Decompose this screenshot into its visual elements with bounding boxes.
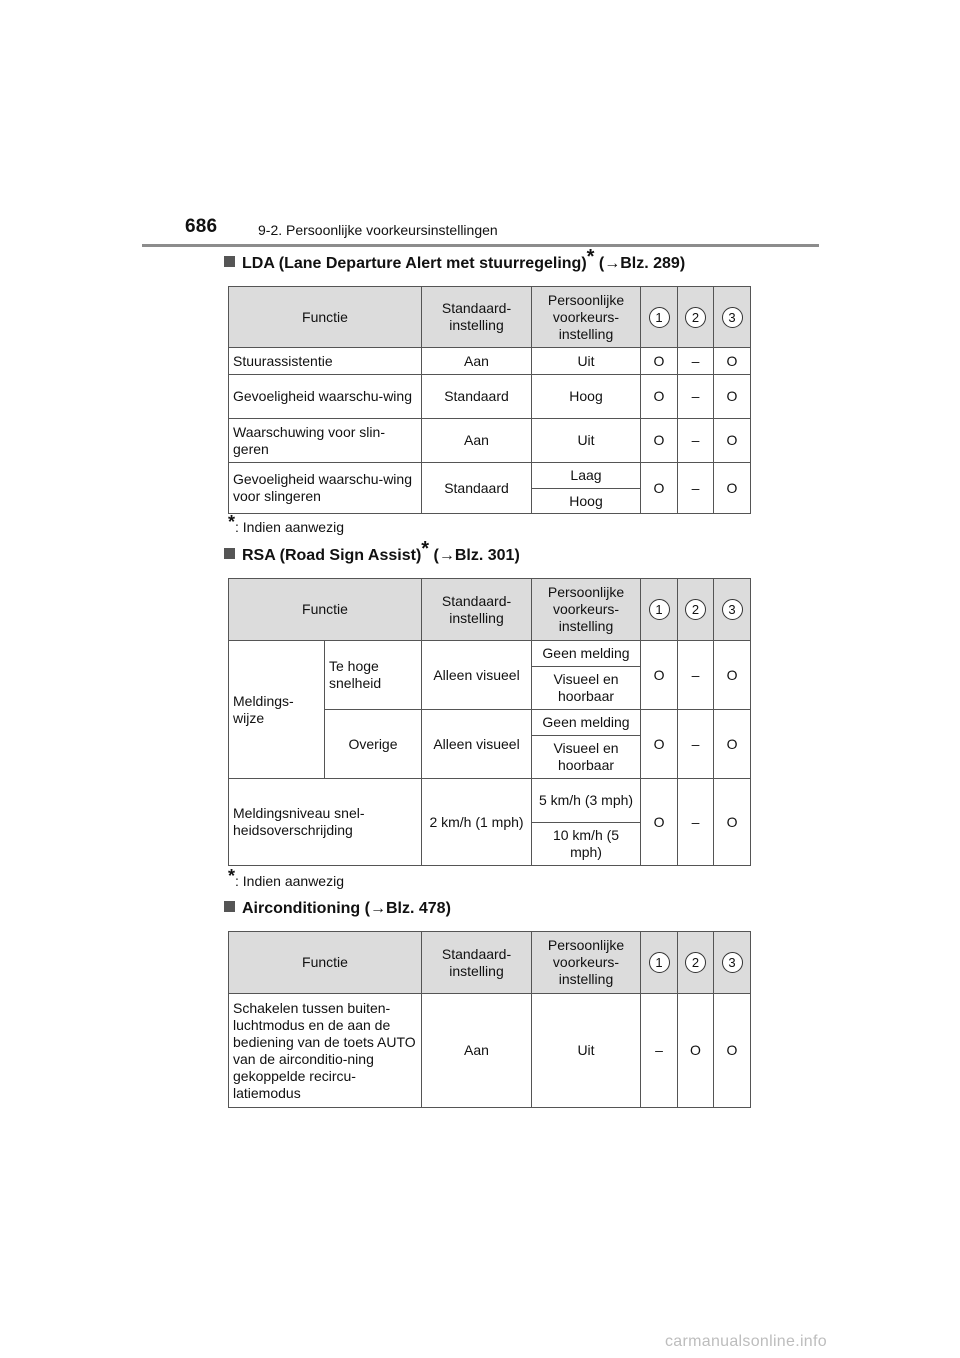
arrow-right-icon: → — [604, 255, 621, 272]
lda-ref-link[interactable]: Blz. 289 — [620, 255, 680, 272]
col-3 — [714, 579, 751, 641]
page-header — [0, 214, 960, 248]
cell-functie: Gevoeligheid waarschu-wing voor slingeren — [229, 463, 422, 514]
cell-setting-2: – — [678, 463, 714, 514]
col-functie: Functie — [229, 932, 422, 994]
airco-ref-link[interactable]: Blz. 478 — [385, 900, 446, 917]
cell-persoonlijk: Visueel en hoorbaar — [532, 667, 641, 710]
arrow-right-icon: → — [438, 547, 455, 564]
footnote-star: * — [228, 512, 236, 533]
cell-persoonlijk: Hoog — [532, 489, 641, 514]
cell-standaard: Standaard — [422, 463, 532, 514]
cell-functie: Gevoeligheid waarschu-wing — [229, 375, 422, 419]
col-2 — [678, 287, 714, 348]
rsa-header-row — [229, 579, 751, 641]
lda-heading: LDA (Lane Departure Alert met stuurregeling)* (→Blz. 289) — [224, 255, 685, 273]
table-row — [229, 463, 751, 489]
rsa-star: * — [421, 537, 430, 560]
col-1 — [641, 932, 678, 994]
col-standaard: Standaard-instelling — [422, 579, 532, 641]
cell-setting-3: O — [714, 641, 751, 710]
cell-persoonlijk: Geen melding — [532, 710, 641, 736]
cell-persoonlijk: Laag — [532, 463, 641, 489]
cell-setting-2: O — [678, 994, 714, 1108]
cell-functie: Meldingsniveau snel-heidsoverschrijding — [229, 779, 422, 866]
circled-1-icon: 1 — [649, 599, 670, 620]
footnote-star: * — [228, 866, 236, 887]
cell-meldingswijze: Meldings-wijze — [229, 641, 325, 779]
arrow-right-icon: → — [369, 900, 386, 917]
lda-star: * — [586, 245, 595, 268]
bullet-square-icon — [224, 256, 235, 267]
cell-persoonlijk: Uit — [532, 419, 641, 463]
site-watermark: carmanualsonline.info — [665, 1333, 827, 1350]
table-row — [229, 641, 751, 667]
col-1 — [641, 287, 678, 348]
circled-2-icon: 2 — [685, 952, 706, 973]
cell-setting-2: – — [678, 375, 714, 419]
cell-persoonlijk: 5 km/h (3 mph) — [532, 779, 641, 823]
cell-standaard: Aan — [422, 994, 532, 1108]
footnote-text: : Indien aanwezig — [235, 873, 344, 889]
page-number: 686 — [185, 216, 218, 237]
cell-standaard: Aan — [422, 419, 532, 463]
cell-setting-1: O — [641, 348, 678, 375]
circled-3-icon: 3 — [722, 307, 743, 328]
col-1 — [641, 579, 678, 641]
col-functie: Functie — [229, 579, 422, 641]
circled-3-icon: 3 — [722, 599, 743, 620]
cell-setting-1: – — [641, 994, 678, 1108]
cell-setting-3: O — [714, 994, 751, 1108]
chapter-title: 9-2. Persoonlijke voorkeursinstellingen — [258, 222, 498, 238]
cell-setting-1: O — [641, 419, 678, 463]
cell-functie: Waarschuwing voor slin-geren — [229, 419, 422, 463]
col-standaard: Standaard-instelling — [422, 932, 532, 994]
rsa-title: RSA (Road Sign Assist) — [242, 547, 422, 564]
col-3 — [714, 932, 751, 994]
lda-title: LDA (Lane Departure Alert met stuurregeling) — [242, 255, 587, 272]
col-persoonlijk: Persoonlijke voorkeurs-instelling — [532, 287, 641, 348]
cell-standaard: Standaard — [422, 375, 532, 419]
cell-sub-functie: Te hoge snelheid — [325, 641, 422, 710]
col-2 — [678, 579, 714, 641]
circled-2-icon: 2 — [685, 599, 706, 620]
col-functie: Functie — [229, 287, 422, 348]
cell-sub-functie: Overige — [325, 710, 422, 779]
col-2 — [678, 932, 714, 994]
cell-standaard: Alleen visueel — [422, 641, 532, 710]
header-rule — [142, 244, 819, 247]
circled-2-icon: 2 — [685, 307, 706, 328]
rsa-heading: RSA (Road Sign Assist)* (→Blz. 301) — [224, 547, 520, 565]
cell-persoonlijk: 10 km/h (5 mph) — [532, 823, 641, 866]
footnote-text: : Indien aanwezig — [235, 519, 344, 535]
cell-setting-3: O — [714, 463, 751, 514]
col-persoonlijk: Persoonlijke voorkeurs-instelling — [532, 932, 641, 994]
cell-setting-1: O — [641, 641, 678, 710]
col-persoonlijk: Persoonlijke voorkeurs-instelling — [532, 579, 641, 641]
lda-header-row — [229, 287, 751, 348]
cell-setting-2: – — [678, 779, 714, 866]
cell-setting-2: – — [678, 710, 714, 779]
cell-setting-3: O — [714, 419, 751, 463]
circled-1-icon: 1 — [649, 307, 670, 328]
cell-setting-2: – — [678, 348, 714, 375]
cell-standaard: Alleen visueel — [422, 710, 532, 779]
airco-header-row — [229, 932, 751, 994]
cell-setting-2: – — [678, 641, 714, 710]
cell-standaard: Aan — [422, 348, 532, 375]
cell-setting-3: O — [714, 779, 751, 866]
table-row — [229, 348, 751, 375]
rsa-footnote — [228, 866, 344, 889]
cell-standaard: 2 km/h (1 mph) — [422, 779, 532, 866]
bullet-square-icon — [224, 901, 235, 912]
cell-setting-1: O — [641, 710, 678, 779]
cell-persoonlijk: Visueel en hoorbaar — [532, 736, 641, 779]
cell-functie: Schakelen tussen buiten-luchtmodus en de aan de bediening van de toets AUTO van de airconditio-ning gekoppelde recircu-latiemodus — [229, 994, 422, 1108]
cell-setting-1: O — [641, 375, 678, 419]
cell-setting-3: O — [714, 710, 751, 779]
col-3 — [714, 287, 751, 348]
airco-title: Airconditioning — [242, 900, 361, 917]
table-row — [229, 994, 751, 1108]
cell-persoonlijk: Uit — [532, 348, 641, 375]
cell-setting-3: O — [714, 375, 751, 419]
table-row — [229, 779, 751, 823]
lda-table — [228, 286, 751, 514]
cell-persoonlijk: Uit — [532, 994, 641, 1108]
lda-footnote — [228, 512, 344, 535]
cell-persoonlijk: Geen melding — [532, 641, 641, 667]
col-standaard: Standaard-instelling — [422, 287, 532, 348]
rsa-table — [228, 578, 751, 866]
cell-setting-3: O — [714, 348, 751, 375]
cell-functie: Stuurassistentie — [229, 348, 422, 375]
table-row — [229, 419, 751, 463]
airco-table — [228, 931, 751, 1108]
table-row — [229, 375, 751, 419]
cell-setting-1: O — [641, 463, 678, 514]
circled-1-icon: 1 — [649, 952, 670, 973]
cell-setting-1: O — [641, 779, 678, 866]
airco-heading: Airconditioning (→Blz. 478) — [224, 900, 451, 918]
rsa-ref-link[interactable]: Blz. 301 — [454, 547, 515, 564]
cell-setting-2: – — [678, 419, 714, 463]
bullet-square-icon — [224, 548, 235, 559]
cell-persoonlijk: Hoog — [532, 375, 641, 419]
circled-3-icon: 3 — [722, 952, 743, 973]
